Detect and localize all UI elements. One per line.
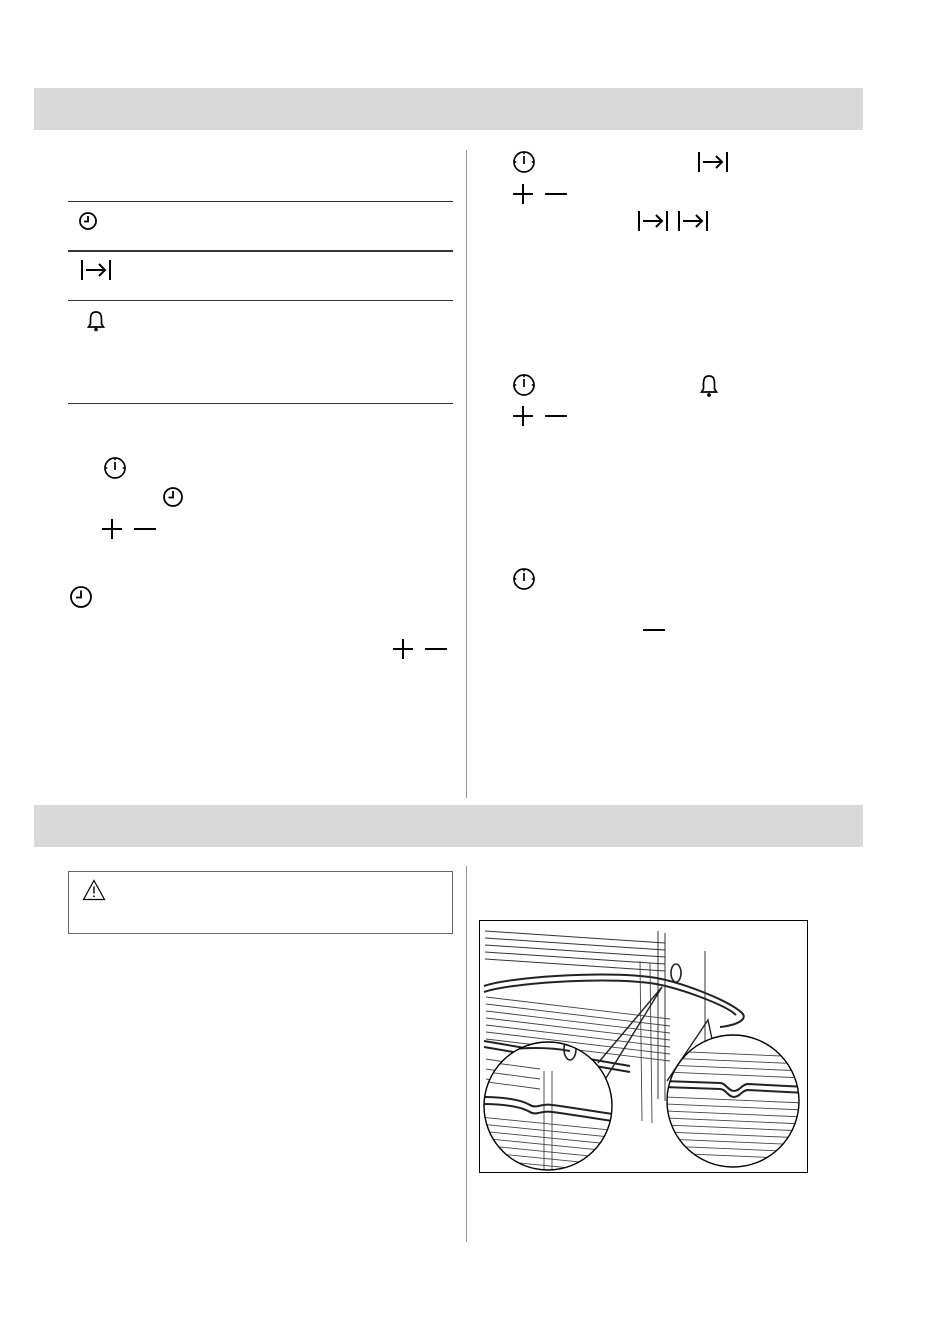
timer-icon xyxy=(103,456,127,480)
table-rule xyxy=(68,403,453,404)
table-rule xyxy=(68,300,453,301)
end-time-icon xyxy=(637,209,671,233)
bell-icon xyxy=(699,374,719,398)
column-divider xyxy=(466,150,467,798)
minus-icon xyxy=(641,620,667,640)
shelf-illustration xyxy=(479,920,808,1173)
clock-icon xyxy=(162,486,184,508)
bell-icon xyxy=(86,310,106,332)
end-time-icon xyxy=(697,150,731,174)
plus-minus-icon xyxy=(511,182,571,206)
plus-minus-icon xyxy=(391,637,451,661)
plus-minus-icon xyxy=(100,517,160,541)
timer-icon xyxy=(512,373,536,397)
section-header-accessories xyxy=(34,805,863,847)
end-time-icon xyxy=(677,209,711,233)
warning-box xyxy=(68,871,453,934)
clock-icon xyxy=(78,211,98,231)
warning-triangle-icon xyxy=(82,879,106,901)
timer-icon xyxy=(512,567,536,591)
clock-icon xyxy=(69,585,93,609)
table-rule xyxy=(68,201,453,202)
end-time-icon xyxy=(80,258,114,282)
timer-icon xyxy=(512,150,536,174)
column-divider xyxy=(466,866,467,1242)
plus-minus-icon xyxy=(511,404,571,428)
section-header-clock-functions xyxy=(34,88,863,130)
table-rule xyxy=(68,250,453,252)
